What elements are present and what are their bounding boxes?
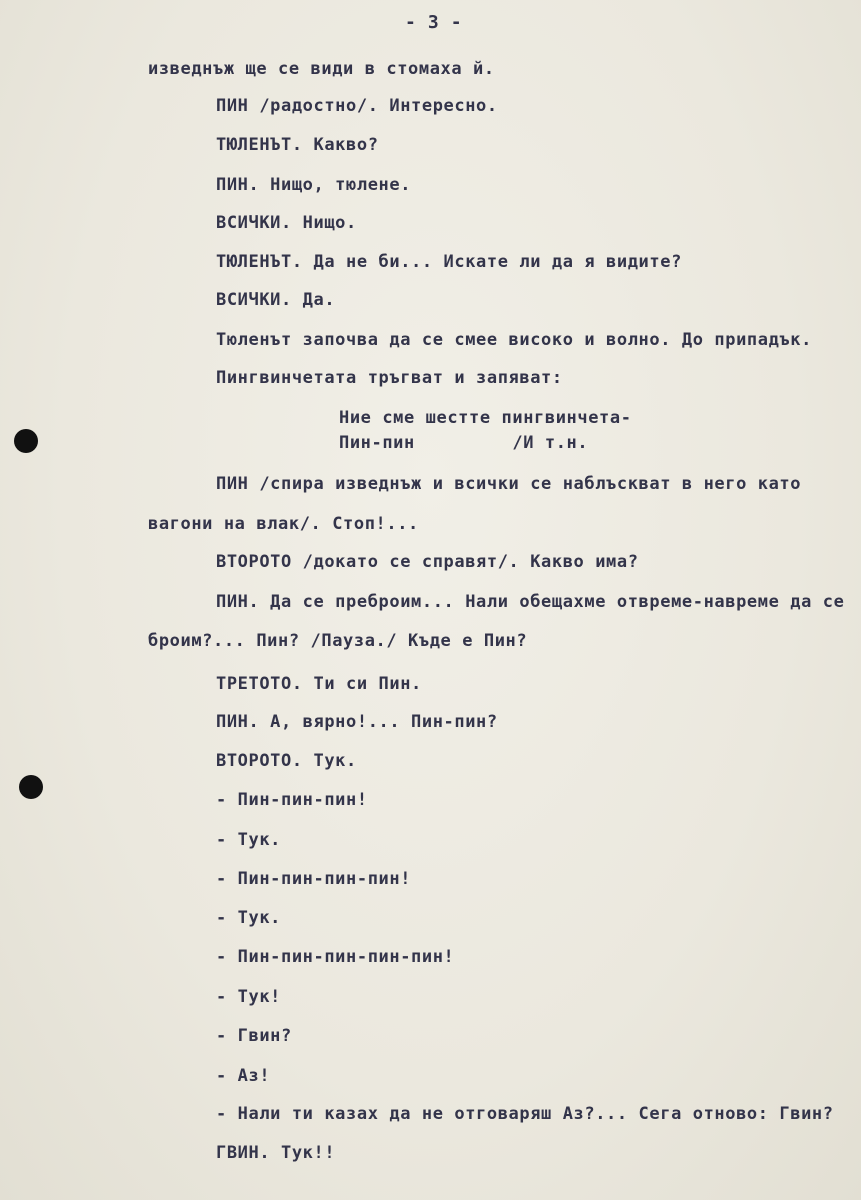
text-line: ПИН. Да се преброим... Нали обещахме отвреме-навреме да се xyxy=(216,592,845,612)
text-line: - Пин-пин-пин-пин! xyxy=(216,869,412,889)
song-line: Пин-пин /И т.н. xyxy=(339,433,589,453)
text-line: ТЮЛЕНЪТ. Да не би... Искате ли да я видите? xyxy=(216,252,682,272)
text-line: - Тук! xyxy=(216,987,282,1007)
text-line: броим?... Пин? /Пауза./ Къде е Пин? xyxy=(148,631,528,651)
text-line: изведнъж ще се види в стомаха й. xyxy=(148,59,495,79)
text-line: - Пин-пин-пин-пин-пин! xyxy=(216,947,455,967)
text-line: ПИН /спира изведнъж и всички се наблъскват в него като xyxy=(216,474,802,494)
punch-hole xyxy=(14,429,38,453)
text-line: - Пин-пин-пин! xyxy=(216,790,368,810)
text-line: ВТОРОТО. Тук. xyxy=(216,751,357,771)
text-line: Тюленът започва да се смее високо и волно. До припадък. xyxy=(216,330,812,350)
text-line: вагони на влак/. Стоп!... xyxy=(148,514,419,534)
page-number: - 3 - xyxy=(405,12,463,33)
text-line: Пингвинчетата тръгват и запяват: xyxy=(216,368,563,388)
text-line: ВТОРОТО /докато се справят/. Какво има? xyxy=(216,552,639,572)
text-line: ПИН. Нищо, тюлене. xyxy=(216,175,412,195)
text-line: - Нали ти казах да не отговаряш Аз?... Сега отново: Гвин? xyxy=(216,1104,834,1124)
text-line: ВСИЧКИ. Да. xyxy=(216,290,336,310)
text-line: ПИН. А, вярно!... Пин-пин? xyxy=(216,712,498,732)
text-line: ГВИН. Тук!! xyxy=(216,1143,336,1163)
song-line: Ние сме шестте пингвинчета- xyxy=(339,408,632,428)
text-line: ТЮЛЕНЪТ. Какво? xyxy=(216,135,379,155)
text-line: - Тук. xyxy=(216,830,282,850)
punch-hole xyxy=(19,775,43,799)
text-line: - Тук. xyxy=(216,908,282,928)
text-line: - Аз! xyxy=(216,1066,271,1086)
text-line: - Гвин? xyxy=(216,1026,292,1046)
text-line: ТРЕТОТО. Ти си Пин. xyxy=(216,674,422,694)
text-line: ВСИЧКИ. Нищо. xyxy=(216,213,357,233)
text-line: ПИН /радостно/. Интересно. xyxy=(216,96,498,116)
